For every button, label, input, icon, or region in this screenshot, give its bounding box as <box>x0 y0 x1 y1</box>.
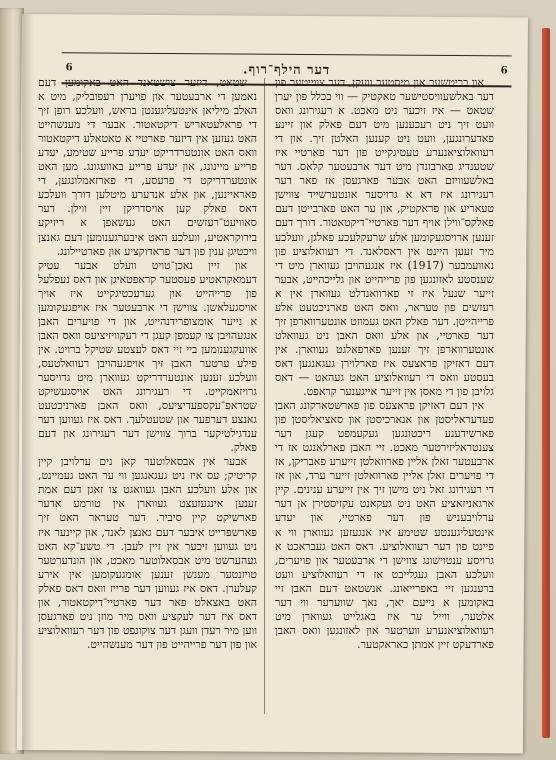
page-number-right: 6 <box>500 65 508 77</box>
column-divider <box>264 78 265 714</box>
right-column <box>275 76 494 716</box>
header-top-rule <box>62 52 512 56</box>
left-column-paragraph-2: און זיין נאכן־טויט וועלט אבער עטיק דעמאקראטיע פעסטער קראפטאיגן און דאס נעפלעל פון פרייהייט און גערעכטיגקייט איז אויך אויסגעלאשן. צווישן די ארבעטער איז אויפגעקומען א נייער אומצופרידנהייט, און די פויערים האבן אנגעהויבן צו קעמפן קעגן די רעקוויזיציעס וואס האבן אוועקגענומען ביי זיי דאס לעצטע שטיקל ברויט. אין פילע ערטער האבן זיך אויפגעהויבן רעוואלטעס, וועלכע זענען אונטערדריקט געווארן מיט גרויסער גרויזאמקייט. די רעגירונג האט אויסגעשיקט שטראפ־עקספעדיציעס, וואס האבן פארניכטעט גאנצע דערפער און שטעטלעך. דאס איז געווען דער ענדגילטיקער ברוך צווישן דער רעגירונג און דעם פאלק. <box>38 258 257 455</box>
page-number-left: 6 <box>65 62 73 74</box>
left-column-paragraph-1: שטאט, דיזער צושטאנד האט באקומען דעם נאמען די ארבעטער און פויערן רעפובליק, מיט א האלב מיליאן אינטעליגענטן בראש, וועלכע רופן זיך די פראלעטאריש דיקטאטור. אבער די מענשהייט האט געזען אין דיזער פארטיי א טאטאלע דיקטאטור וואס האט אונטערדריקט יעדע פרייע שטימע, יעדע פרייע מיינונג, און יעדע פרייע באוועגונג. מען האט אונטערדריקט די פרעסע, די פארזאמלונגען, די פאראיינען, און אלע אנדערע מיטלען דורך וועלכע דאס פאלק קען אויסדריקן זיין ווילן. דער סאוויעט־רעזשים האט געשאפן א ריזיקע בירוקראטיע, וועלכע האט איבערגענומען דעם גאנצן וויכטיגן ענין פון דער פראדוקציע און פארטיילונג. <box>38 76 257 258</box>
gutter-shade <box>22 14 34 750</box>
right-column-paragraph-1: און בריטשער און מיסטער וועקן, דער צווייטער פון דער באלשעוויסטישער טאקטיק — ווי בכלל פון יערן שטאט — איז זיכער ניט מאכט. א רעגירונג וואס וועט זיך ניט רעכענען מיט דעם פאלק און זיינע פאדערונגען, וועט ניט קענען האלטן זיך. און די רעוואלוציאנערע טעטיגקייט פון דער פארטיי איז שטענדיג פארבונדן מיט דער ארבעטער קלאס. דער באלשעוויזם האט אבער פארגעסן אז פאר דער רעגירונג איז דא א גרויסער אונטערשייד צווישן טעאריע און פראקטיק, און ער האט פארבייטן דעם פאלקס־ווילן אויף דער פארטיי־דיקטאטור. דורך דעם זענען ארויסגעקומען אלע שרעקלעכע פאלגן, וועלכע מיר זעען היינט אין ראסלאנד. די רעוואלוציע פון נאוועמבער (1917) איז אנגעהויבן געווארן מיט די שענסטע לאזונגען פון פרייהייט און גלייכהייט, אבער זייער שנעל איז זי פארוואנדלט געווארן אין א רעזשים פון טעראר, וואס האט פארניכטעט אלע פרייהייטן. דער פאלק האט געמוזט אונטערווארפן זיך דער פארטיי, און אלע וואס האבן ניט געוואלט אונטערווארפן זיך זענען פארפאלגט געווארן. אין דעם דאזיקן פראצעס איז פארלוירן געגאנגען דאס בעסטע וואס די רעוואלוציע האט געהאט — דאס גלויבן פון די מאסן אין זייער אייגענער קראפט. <box>275 76 494 399</box>
right-column-paragraph-2: אין דעם דאזיקן פראצעס פון פארשטארקונג האבן פעדעראליסטן און אנארכיסטן און סאציאליסטן פון פארשידענע ריכטונגען געקעמפט קעגן דער צענטראליזירטער מאכט. זיי האבן פארלאנגט אז די ארבעטער זאלן אליין פארוואלטן זייערע פאבריקן, אז די פויערים זאלן אליין פארוואלטן זייער ערד, און אז די רעגירונג זאל ניט מישן זיך אין זייערע ענינים. קיין ארגאניזאציע האט ניט געקאנט עקזיסטירן אן דער ערלויבעניש פון דער פארטיי, און יעדע אינטעליגענטע שטימע איז אנגעזען געווארן ווי א פיינט פון דער רעוואלוציע. דאס האט געבראכט א גרויסע ענטוישונג צווישן די ארבעטער און פויערים, וועלכע האבן געגלייבט אז די רעוואלוציע וועט ברענגען זיי באפרייאונג. אנשטאט דעם האבן זיי באקומען א נייעם יאך, נאך שווערער ווי דער אלטער, ווייל ער איז באגלייט געווארן מיט רעוואלוציאנערע ווערטער און לאזונגען וואס האבן פארדעקט זיין אמתן כאראקטער. <box>275 399 494 651</box>
left-column <box>38 76 257 716</box>
text-columns <box>38 76 494 716</box>
running-title: דער הילף־רוף. <box>242 62 331 79</box>
red-cover-edge <box>542 28 550 738</box>
left-column-paragraph-3: אבער אין אבסאלוטער קאן נים ערלויבן קיין קריטיק; עס איז ניט געגאנגען ווי ער האט געמיינט, און אלע וועלכע האבן געוואגט צו זאגן דעם אמת זענען אינגעזעצט געווארן אין טורמע אדער פארשיקט קיין סיביר. דער טעראר האט זיך פארשפרייט איבער דעם גאנצן לאנד, און קיינער איז ניט געווען זיכער אין זיין לעבן. די טשע־קא האט געהערשט מיט אבסאלוטער מאכט, און הונדערטער טויזנטער מענשן זענען אומגעקומען אין אירע קעלערן. דאס איז געווען דער פרייז וואס דאס פאלק האט באצאלט פאר דער פארטיי־דיקטאטור, און דאס איז דער לעקציע וואס מיר מוזן ניט פארגעסן ווען מיר רעדן וועגן דער צוקונפט פון דער רעוואלוציע און פון דער פרייהייט פון דער מענשהייט. <box>38 455 257 651</box>
